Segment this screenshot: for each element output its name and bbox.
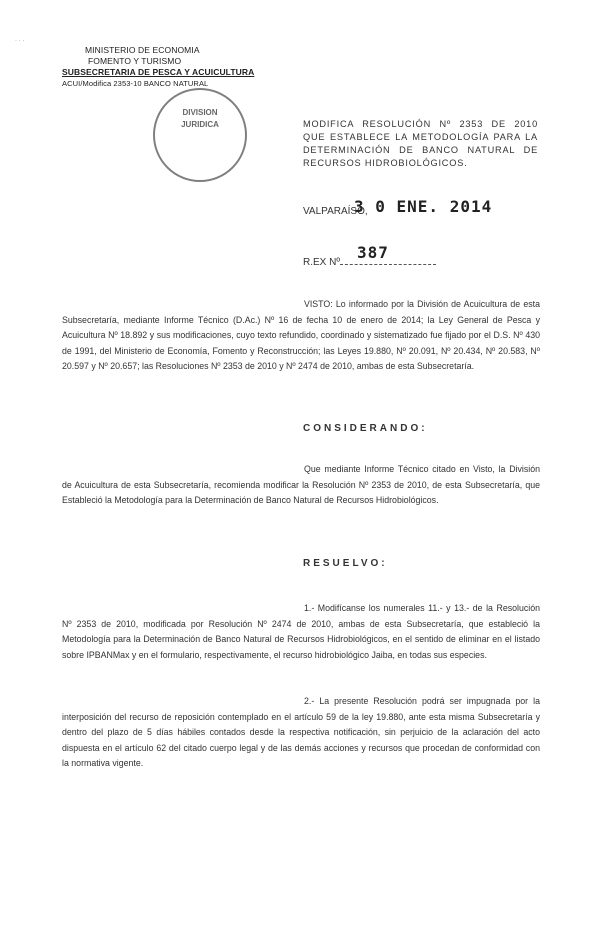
considerando-paragraph: Que mediante Informe Técnico citado en Visto, la División de Acuicultura de esta Subsecretaría, recomienda modificar la Resolución Nº 2353 de 2010, de esta Subsecretaría, que Estableció la Metodología para la Determinación de Banco Natural de Recursos Hidrobiológicos.: [62, 464, 540, 506]
visto-paragraph: VISTO: Lo informado por la División de Acuicultura de esta Subsecretaría, mediante Informe Técnico (D.Ac.) Nº 16 de fecha 10 de enero de 2014; la Ley General de Pesca y Acuicultura Nº 18.892 y sus modificaciones, cuyo texto refundido, coordinado y sistematizado fue fijado por el D.S. Nº 430 de 1991, del Ministerio de Economía, Fomento y Reconstrucción; las Leyes 19.880, Nº 20.091, Nº 20.434, Nº 20.583, Nº 20.597 y Nº 20.657; las Resoluciones Nº 2353 de 2010 y Nº 2474 de 2010, ambas de esta Subsecretaría.: [62, 299, 540, 372]
resuelvo-item-1: 1.- Modifícanse los numerales 11.- y 13.- de la Resolución Nº 2353 de 2010, modificada por Resolución Nº 2474 de 2010, ambas de esta Subsecretaría, que estableció la Metodología para la Determinación de Banco Natural de Recursos Hidrobiológicos, en el sentido de eliminar en el listado sobre IPBANMax y en el formulario, respectivamente, el recurso hidrobiológico Jaiba, en todas sus especies.: [62, 603, 540, 660]
resolution-number: 387: [357, 243, 389, 262]
resolution-subject: MODIFICA RESOLUCIÓN Nº 2353 DE 2010 QUE ESTABLECE LA METODOLOGÍA PARA LA DETERMINACIÓN DE BANCO NATURAL DE RECURSOS HIDROBIOLÓGICOS.: [303, 119, 538, 168]
subsecretaria-name: SUBSECRETARIA DE PESCA Y ACUICULTURA: [62, 67, 255, 77]
document-reference: ACUI/Modifica 2353-10 BANCO NATURAL: [62, 79, 209, 88]
stamp-line-2: JURIDICA: [181, 120, 219, 129]
resolution-number-label: R.EX Nº: [303, 257, 340, 268]
resuelvo-heading: RESUELVO:: [303, 558, 388, 569]
stamp-line-1: DIVISION: [182, 108, 218, 117]
ministry-subtitle: FOMENTO Y TURISMO: [88, 56, 182, 66]
resuelvo-item-2: 2.- La presente Resolución podrá ser impugnada por la interposición del recurso de reposición contemplado en el artículo 59 de la ley 19.880, ante esta misma Subsecretaría y dentro del plazo de 5 días hábiles contados desde la respectiva notificación, sin perjuicio de la aclaración del acto dispuesta en el artículo 62 del citado cuerpo legal y de las demás acciones y recursos que procedan de conformidad con la normativa vigente.: [62, 696, 540, 769]
place-label: VALPARAÍSO,: [303, 206, 368, 217]
letterhead: [62, 45, 262, 89]
scan-marks: · · ·: [15, 38, 25, 44]
considerando-heading: CONSIDERANDO:: [303, 423, 428, 434]
resolution-number-line: [340, 264, 436, 265]
ministry-name: MINISTERIO DE ECONOMIA: [85, 45, 200, 55]
division-juridica-stamp: [153, 88, 247, 182]
resolution-date: 3 0 ENE. 2014: [354, 197, 493, 216]
